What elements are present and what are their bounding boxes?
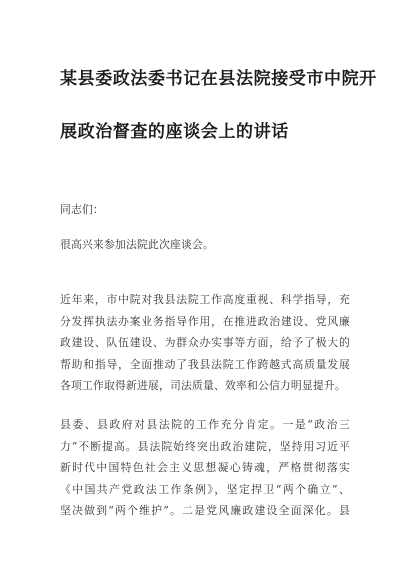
document-title-line-1: 某县委政法委书记在县法院接受市中院开 bbox=[60, 69, 377, 89]
greeting-paragraph bbox=[60, 199, 350, 221]
county-line: 《中国共产党政法工作条例》，坚定捍卫“两个确立”、 bbox=[60, 482, 350, 496]
intro-paragraph bbox=[60, 289, 350, 397]
county-line: 力”不断提高。县法院始终突出政治建院，坚持用习近平 bbox=[60, 439, 350, 453]
document-title-line-2: 展政治督查的座谈会上的讲话 bbox=[60, 122, 289, 142]
welcome-paragraph bbox=[60, 234, 350, 256]
county-line: 县委、县政府对县法院的工作充分肯定。一是“政治三 bbox=[60, 418, 350, 431]
intro-line: 近年来，市中院对我县法院工作高度重视、科学指导，充 bbox=[60, 293, 350, 306]
intro-line: 帮助和指导，全面推动了我县法院工作跨越式高质量发展 bbox=[60, 357, 350, 371]
intro-line: 各项工作取得新进展，司法质量、效率和公信力明显提升。 bbox=[60, 379, 346, 392]
county-paragraph bbox=[60, 414, 350, 522]
welcome-text: 很高兴来参加法院此次座谈会。 bbox=[60, 238, 214, 251]
greeting-text: 同志们： bbox=[60, 203, 104, 216]
county-line: 坚决做到“两个维护”。二是党风廉政建设全面深化。县 bbox=[60, 504, 350, 517]
intro-line: 政建设、队伍建设、为群众办实事等方面，给予了极大的 bbox=[60, 336, 350, 349]
intro-line: 分发挥执法办案业务指导作用，在推进政治建设、党风廉 bbox=[60, 314, 350, 328]
county-line: 新时代中国特色社会主义思想凝心铸魂，严格贯彻落实 bbox=[60, 461, 350, 474]
